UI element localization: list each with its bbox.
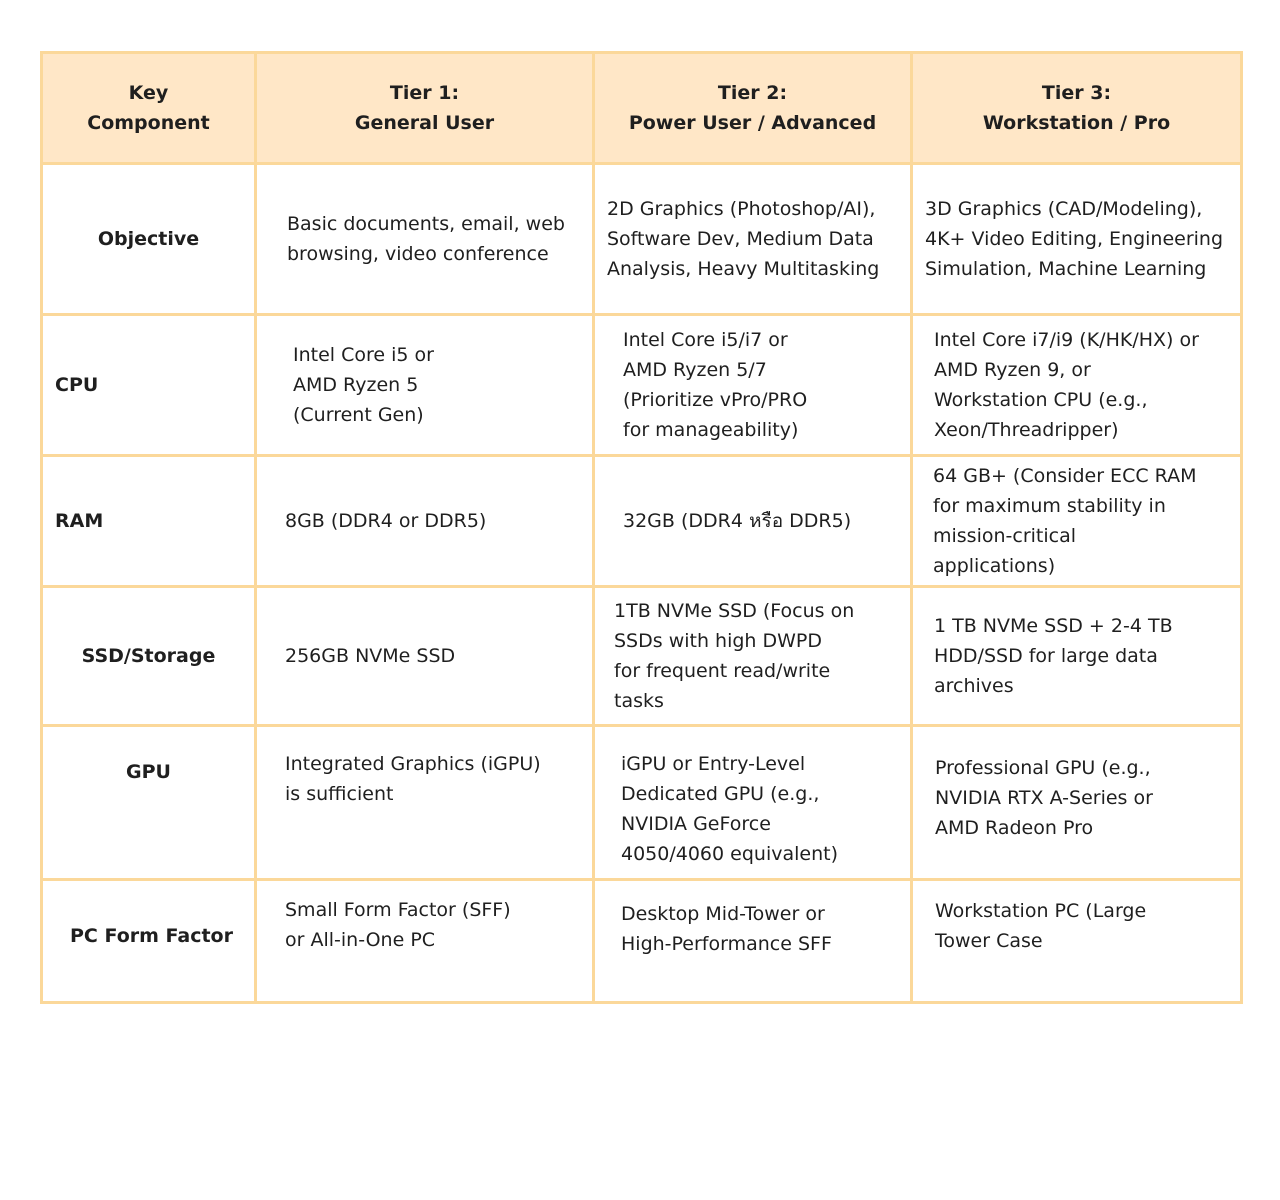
cell-line: NVIDIA RTX A-Series or bbox=[935, 787, 1153, 809]
cell-line: Desktop Mid-Tower or bbox=[621, 903, 825, 925]
cell-line: Dedicated GPU (e.g., bbox=[621, 783, 820, 805]
header-tier-2 bbox=[594, 53, 912, 164]
cell-line: Tower Case bbox=[935, 930, 1043, 952]
row-label-objective: Objective bbox=[42, 164, 256, 315]
cell-cpu-tier-3 bbox=[912, 315, 1242, 456]
cell-line: Small Form Factor (SFF) bbox=[285, 899, 511, 921]
spec-table-container bbox=[40, 51, 1240, 1004]
cell-line: 3D Graphics (CAD/Modeling), bbox=[925, 198, 1203, 220]
header-line: Component bbox=[87, 112, 210, 134]
cell-ram-tier-3 bbox=[912, 456, 1242, 587]
cell-line: AMD Ryzen 5 bbox=[293, 374, 419, 396]
header-line: Tier 2: bbox=[717, 82, 788, 104]
cell-line: Integrated Graphics (iGPU) bbox=[285, 753, 541, 775]
cell-line: AMD Ryzen 9, or bbox=[934, 359, 1091, 381]
cell-line: Analysis, Heavy Multitasking bbox=[607, 258, 880, 280]
cell-line: 256GB NVMe SSD bbox=[285, 645, 456, 667]
table-row bbox=[42, 164, 1242, 315]
header-line: Key bbox=[128, 82, 169, 104]
pc-spec-tier-table bbox=[40, 51, 1243, 1004]
cell-line: Basic documents, email, web bbox=[287, 213, 565, 235]
cell-ssd-tier-2 bbox=[594, 587, 912, 726]
cell-line: is sufficient bbox=[285, 783, 394, 805]
cell-cpu-tier-2 bbox=[594, 315, 912, 456]
cell-line: High-Performance SFF bbox=[621, 933, 832, 955]
cell-ssd-tier-3 bbox=[912, 587, 1242, 726]
cell-line: 64 GB+ (Consider ECC RAM bbox=[933, 465, 1197, 487]
cell-form-tier-1 bbox=[256, 880, 594, 1003]
cell-line: SSDs with high DWPD bbox=[614, 630, 823, 652]
cell-line: (Prioritize vPro/PRO bbox=[623, 389, 808, 411]
header-line: Tier 3: bbox=[1041, 82, 1112, 104]
cell-ssd-tier-1 bbox=[256, 587, 594, 726]
cell-line: 1TB NVMe SSD (Focus on bbox=[614, 600, 855, 622]
cell-line: Intel Core i5/i7 or bbox=[623, 329, 788, 351]
cell-line: iGPU or Entry-Level bbox=[621, 753, 806, 775]
table-header-row bbox=[42, 53, 1242, 164]
header-line: Tier 1: bbox=[389, 82, 460, 104]
cell-form-tier-3 bbox=[912, 880, 1242, 1003]
header-key-component bbox=[42, 53, 256, 164]
cell-cpu-tier-1 bbox=[256, 315, 594, 456]
cell-line: 4K+ Video Editing, Engineering bbox=[925, 228, 1224, 250]
cell-line: for manageability) bbox=[623, 419, 799, 441]
cell-form-tier-2 bbox=[594, 880, 912, 1003]
cell-line: Intel Core i5 or bbox=[293, 344, 434, 366]
cell-objective-tier-1 bbox=[256, 164, 594, 315]
table-row bbox=[42, 726, 1242, 880]
cell-line: Software Dev, Medium Data bbox=[607, 228, 874, 250]
cell-line: applications) bbox=[933, 555, 1056, 577]
row-label-gpu bbox=[42, 726, 256, 880]
cell-line: Xeon/Threadripper) bbox=[934, 419, 1119, 441]
table-row bbox=[42, 456, 1242, 587]
cell-line: AMD Radeon Pro bbox=[935, 817, 1094, 839]
row-label-gpu-text: GPU bbox=[126, 761, 171, 783]
cell-line: archives bbox=[934, 675, 1014, 697]
row-label-pc-form-factor bbox=[42, 880, 256, 1003]
cell-line: Workstation PC (Large bbox=[935, 900, 1147, 922]
header-line: Power User / Advanced bbox=[628, 112, 877, 134]
cell-line: Workstation CPU (e.g., bbox=[934, 389, 1148, 411]
cell-line: 8GB (DDR4 or DDR5) bbox=[285, 510, 487, 532]
cell-objective-tier-3 bbox=[912, 164, 1242, 315]
cell-line: mission-critical bbox=[933, 525, 1077, 547]
header-tier-1 bbox=[256, 53, 594, 164]
cell-line: tasks bbox=[614, 690, 664, 712]
cell-line: 32GB (DDR4 หรือ DDR5) bbox=[623, 510, 852, 532]
table-row bbox=[42, 880, 1242, 1003]
row-label-ram: RAM bbox=[42, 456, 256, 587]
cell-line: HDD/SSD for large data bbox=[934, 645, 1158, 667]
cell-ram-tier-1 bbox=[256, 456, 594, 587]
cell-gpu-tier-3 bbox=[912, 726, 1242, 880]
header-line: General User bbox=[354, 112, 495, 134]
header-tier-3 bbox=[912, 53, 1242, 164]
cell-line: for frequent read/write bbox=[614, 660, 831, 682]
cell-objective-tier-2 bbox=[594, 164, 912, 315]
cell-line: browsing, video conference bbox=[287, 243, 549, 265]
cell-gpu-tier-2 bbox=[594, 726, 912, 880]
row-label-ssd-storage: SSD/Storage bbox=[42, 587, 256, 726]
row-label-pc-form-factor-text: PC Form Factor bbox=[70, 925, 233, 947]
table-row bbox=[42, 587, 1242, 726]
cell-line: or All-in-One PC bbox=[285, 929, 436, 951]
table-row bbox=[42, 315, 1242, 456]
cell-gpu-tier-1 bbox=[256, 726, 594, 880]
cell-ram-tier-2 bbox=[594, 456, 912, 587]
cell-line: (Current Gen) bbox=[293, 404, 424, 426]
row-label-cpu: CPU bbox=[42, 315, 256, 456]
cell-line: 2D Graphics (Photoshop/AI), bbox=[607, 198, 876, 220]
cell-line: AMD Ryzen 5/7 bbox=[623, 359, 767, 381]
cell-line: Professional GPU (e.g., bbox=[935, 757, 1151, 779]
cell-line: 1 TB NVMe SSD + 2-4 TB bbox=[934, 615, 1173, 637]
cell-line: 4050/4060 equivalent) bbox=[621, 843, 838, 865]
cell-line: Simulation, Machine Learning bbox=[925, 258, 1207, 280]
cell-line: NVIDIA GeForce bbox=[621, 813, 771, 835]
cell-line: Intel Core i7/i9 (K/HK/HX) or bbox=[934, 329, 1199, 351]
cell-line: for maximum stability in bbox=[933, 495, 1166, 517]
header-line: Workstation / Pro bbox=[982, 112, 1171, 134]
